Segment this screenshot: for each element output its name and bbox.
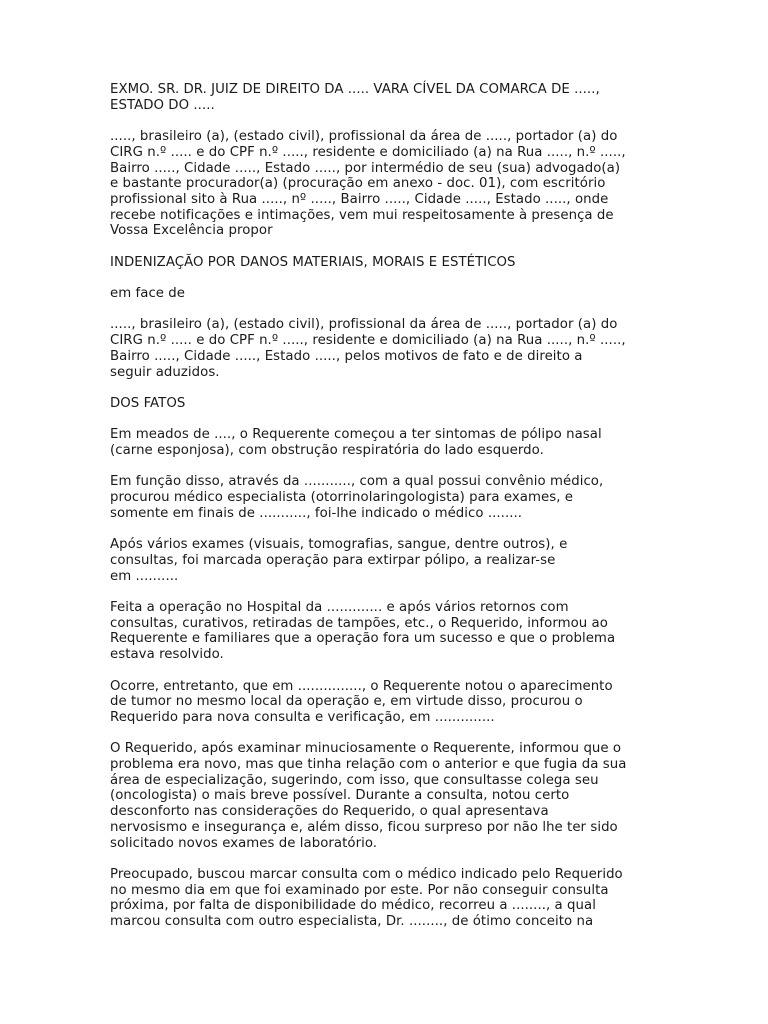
text-line: próxima, por falta de disponibilidade do médico, recorreu a ........, a qual <box>110 898 596 914</box>
text-line: O Requerido, após examinar minuciosamente o Requerente, informou que o <box>110 741 622 757</box>
text-line: ....., brasileiro (a), (estado civil), profissional da área de ....., portador (a) do <box>110 317 618 333</box>
text-line: CIRG n.º ..... e do CPF n.º ....., residente e domiciliado (a) na Rua ....., n.º ....., <box>110 144 626 160</box>
text-line: Em meados de ...., o Requerente começou a ter sintomas de pólipo nasal <box>110 427 602 443</box>
text-line: no mesmo dia em que foi examinado por este. Por não conseguir consulta <box>110 882 609 898</box>
text-line: de tumor no mesmo local da operação e, em virtude disso, procurou o <box>110 694 583 710</box>
text-line: desconforto nas considerações do Requerido, o qual apresentava <box>110 804 549 820</box>
text-line: somente em finais de ..........., foi-lhe indicado o médico ........ <box>110 505 523 521</box>
court-address-heading <box>110 82 650 113</box>
in-face-of-line <box>110 286 650 302</box>
plaintiff-qualification-paragraph <box>110 129 650 239</box>
text-line: EXMO. SR. DR. JUIZ DE DIREITO DA ..... VARA CÍVEL DA COMARCA DE ....., <box>110 82 600 97</box>
text-line: ....., brasileiro (a), (estado civil), profissional da área de ....., portador (a) do <box>110 129 618 145</box>
body-paragraph <box>110 867 650 930</box>
text-line: Bairro ....., Cidade ....., Estado ....., por intermédio de seu (sua) advogado(a) <box>110 160 621 176</box>
text-line: profissional sito à Rua ....., nº ....., Bairro ....., Cidade ....., Estado ....., onde <box>110 191 609 207</box>
text-line: em face de <box>110 286 186 302</box>
text-line: problema era novo, mas que tinha relação com o anterior e que fugia da sua <box>110 757 627 773</box>
text-line: ESTADO DO ..... <box>110 97 215 113</box>
document-page <box>110 82 650 945</box>
text-line: procurou médico especialista (otorrinolaringologista) para exames, e <box>110 490 573 506</box>
text-line: Preocupado, buscou marcar consulta com o médico indicado pelo Requerido <box>110 866 623 882</box>
text-line: Ocorre, entretanto, que em ..............., o Requerente notou o aparecimento <box>110 678 613 694</box>
text-line: INDENIZAÇÃO POR DANOS MATERIAIS, MORAIS E ESTÉTICOS <box>110 254 516 270</box>
body-paragraph <box>110 474 650 521</box>
text-line: área de especialização, sugerindo, com isso, que consultasse colega seu <box>110 772 599 788</box>
text-line: (oncologista) o mais breve possível. Durante a consulta, notou certo <box>110 788 570 804</box>
text-line: CIRG n.º ..... e do CPF n.º ....., residente e domiciliado (a) na Rua ....., n.º ....., <box>110 333 626 349</box>
defendant-qualification-paragraph <box>110 317 650 380</box>
text-line: em .......... <box>110 568 179 584</box>
text-line: seguir aduzidos. <box>110 364 220 380</box>
text-line: e bastante procurador(a) (procuração em anexo - doc. 01), com escritório <box>110 176 606 192</box>
text-line: Em função disso, através da ..........., com a qual possui convênio médico, <box>110 474 604 490</box>
text-line: consultas, foi marcada operação para extirpar pólipo, a realizar-se <box>110 552 556 568</box>
section-heading-facts <box>110 396 650 412</box>
text-line: solicitado novos exames de laboratório. <box>110 835 378 851</box>
body-paragraph <box>110 427 650 458</box>
body-paragraph <box>110 600 650 663</box>
text-line: nervosismo e insegurança e, além disso, ficou surpreso por não lhe ter sido <box>110 819 618 835</box>
text-line: Feita a operação no Hospital da ............. e após vários retornos com <box>110 600 569 616</box>
text-line: Requerente e familiares que a operação fora um sucesso e que o problema <box>110 631 616 647</box>
action-title <box>110 255 650 271</box>
text-line: Após vários exames (visuais, tomografias, sangue, dentre outros), e <box>110 537 568 553</box>
body-paragraph <box>110 679 650 726</box>
text-line: marcou consulta com outro especialista, Dr. ........, de ótimo conceito na <box>110 914 594 930</box>
text-line: Vossa Excelência propor <box>110 223 273 239</box>
text-line: consultas, curativos, retiradas de tampões, etc., o Requerido, informou ao <box>110 615 608 631</box>
text-line: estava resolvido. <box>110 647 224 663</box>
text-line: recebe notificações e intimações, vem mui respeitosamente à presença de <box>110 207 614 223</box>
text-line: Requerido para nova consulta e verificação, em .............. <box>110 709 495 725</box>
body-paragraph <box>110 537 650 584</box>
text-line: Bairro ....., Cidade ....., Estado ....., pelos motivos de fato e de direito a <box>110 348 583 364</box>
text-line: DOS FATOS <box>110 395 186 411</box>
text-line: (carne esponjosa), com obstrução respiratória do lado esquerdo. <box>110 443 544 459</box>
body-paragraph <box>110 741 650 851</box>
